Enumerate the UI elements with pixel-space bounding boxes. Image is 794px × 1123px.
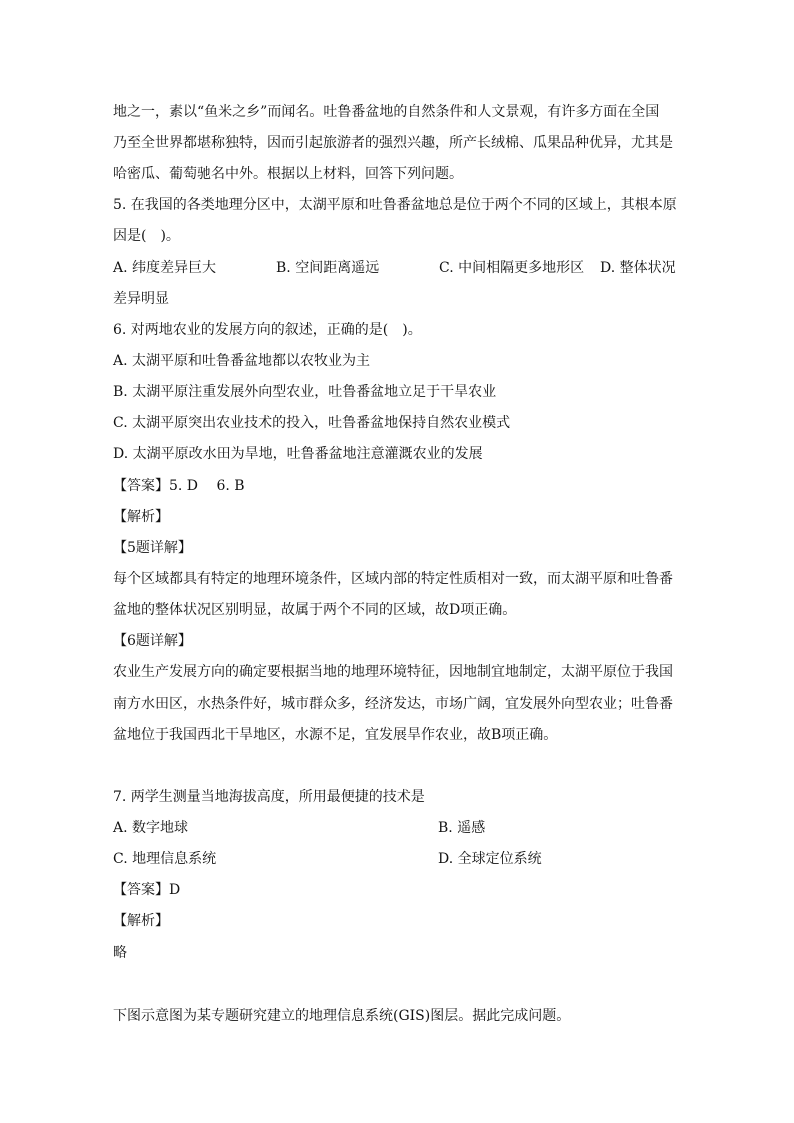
- question-7-option-b: B. 遥感: [438, 820, 486, 836]
- analysis-7-text: 略: [113, 945, 127, 961]
- answer-5-6: 【答案】5. D 6. B: [113, 478, 245, 494]
- question-5-option-b: B. 空间距离遥远: [276, 260, 380, 276]
- question-5-option-a: A. 纬度差异巨大: [113, 260, 217, 276]
- detail-6-label: 【6题详解】: [113, 633, 192, 649]
- question-5-stem-line-1: 5. 在我国的各类地理分区中，太湖平原和吐鲁番盆地总是位于两个不同的区域上，其根本原: [113, 197, 677, 213]
- question-6-option-c: C. 太湖平原突出农业技术的投入，吐鲁番盆地保持自然农业模式: [113, 415, 511, 431]
- question-7-option-a: A. 数字地球: [113, 820, 189, 836]
- analysis-label: 【解析】: [113, 509, 169, 525]
- detail-5-line-2: 盆地的整体状况区别明显，故属于两个不同的区域，故D项正确。: [113, 602, 517, 618]
- detail-6-line-2: 南方水田区，水热条件好，城市群众多，经济发达，市场广阔，宜发展外向型农业；吐鲁番: [113, 696, 673, 712]
- intro-line-3: 哈密瓜、葡萄驰名中外。根据以上材料，回答下列问题。: [113, 166, 463, 182]
- question-6-option-a: A. 太湖平原和吐鲁番盆地都以农牧业为主: [113, 353, 371, 369]
- question-5-stem-line-2: 因是( )。: [113, 228, 180, 244]
- detail-6-line-3: 盆地位于我国西北干旱地区，水源不足，宜发展旱作农业，故B项正确。: [113, 727, 558, 743]
- answer-7: 【答案】D: [113, 882, 181, 898]
- analysis-label-2: 【解析】: [113, 913, 169, 929]
- next-section-intro: 下图示意图为某专题研究建立的地理信息系统(GIS)图层。据此完成问题。: [113, 1008, 571, 1024]
- intro-line-2: 乃至全世界都堪称独特，因而引起旅游者的强烈兴趣，所产长绒棉、瓜果品种优异，尤其是: [113, 135, 673, 151]
- question-6-option-b: B. 太湖平原注重发展外向型农业，吐鲁番盆地立足于干旱农业: [113, 384, 497, 400]
- detail-5-label: 【5题详解】: [113, 540, 192, 556]
- intro-line-1: 地之一，素以“鱼米之乡”而闻名。吐鲁番盆地的自然条件和人文景观，有许多方面在全国: [113, 104, 660, 120]
- question-7-option-c: C. 地理信息系统: [113, 851, 217, 867]
- question-7-option-d: D. 全球定位系统: [438, 851, 542, 867]
- detail-5-line-1: 每个区域都具有特定的地理环境条件，区域内部的特定性质相对一致，而太湖平原和吐鲁番: [113, 571, 673, 587]
- question-6-stem: 6. 对两地农业的发展方向的叙述，正确的是( )。: [113, 322, 422, 338]
- question-6-option-d: D. 太湖平原改水田为旱地，吐鲁番盆地注意灌溉农业的发展: [113, 446, 483, 462]
- detail-6-line-1: 农业生产发展方向的确定要根据当地的地理环境特征，因地制宜地制定，太湖平原位于我国: [113, 664, 673, 680]
- question-5-option-d: D. 整体状况: [600, 260, 676, 276]
- question-5-option-d-continued: 差异明显: [113, 291, 169, 307]
- question-7-stem: 7. 两学生测量当地海拔高度，所用最便捷的技术是: [113, 789, 425, 805]
- question-5-option-c: C. 中间相隔更多地形区: [439, 260, 585, 276]
